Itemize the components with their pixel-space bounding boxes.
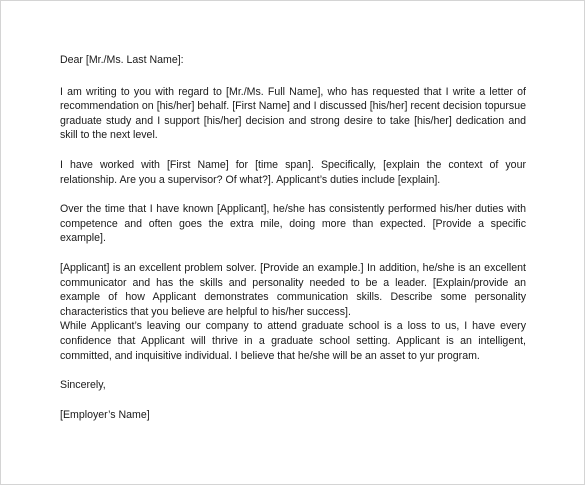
letter-paragraph-conclusion: While Applicant’s leaving our company to attend graduate school is a loss to us, I have every confidence that Applicant will thrive in a graduate school setting. Applicant is an intelligent, committed, and inquisitive individual. I believe that he/she will be an asset to yur program. [60, 320, 526, 362]
letter-closing: Sincerely, [60, 379, 106, 392]
letter-paragraph-skills: [Applicant] is an excellent problem solver. [Provide an example.] In addition, he/she is an excellent communicator and has the skills and personality needed to be a leader. [Explain/provide an example of how Applicant demonstrates communication skills. Describe some personality characteristics that you believe are helpful to his/her success]. [60, 261, 526, 318]
letter-paragraph-performance: Over the time that I have known [Applicant], he/she has consistently performed his/her duties with competence and often goes the extra mile, doing more than expected. [Provide a specific example]. [60, 203, 526, 245]
letter-body [60, 53, 526, 422]
letter-signature: [Employer’s Name] [60, 408, 150, 421]
letter-paragraph-intro: I am writing to you with regard to [Mr./Ms. Full Name], who has requested that I write a letter of recommendation on [his/her] behalf. [First Name] and I discussed [his/her] recent decision topursue graduate study and I support [his/her] decision and strong desire to take [his/her] dedication and skill to the next level. [60, 85, 526, 142]
letter-paragraph-relationship: I have worked with [First Name] for [time span]. Specifically, [explain the context of your relationship. Are you a supervisor? Of what?]. Applicant’s duties include [explain]. [60, 158, 526, 186]
letter-salutation: Dear [Mr./Ms. Last Name]: [60, 54, 184, 66]
